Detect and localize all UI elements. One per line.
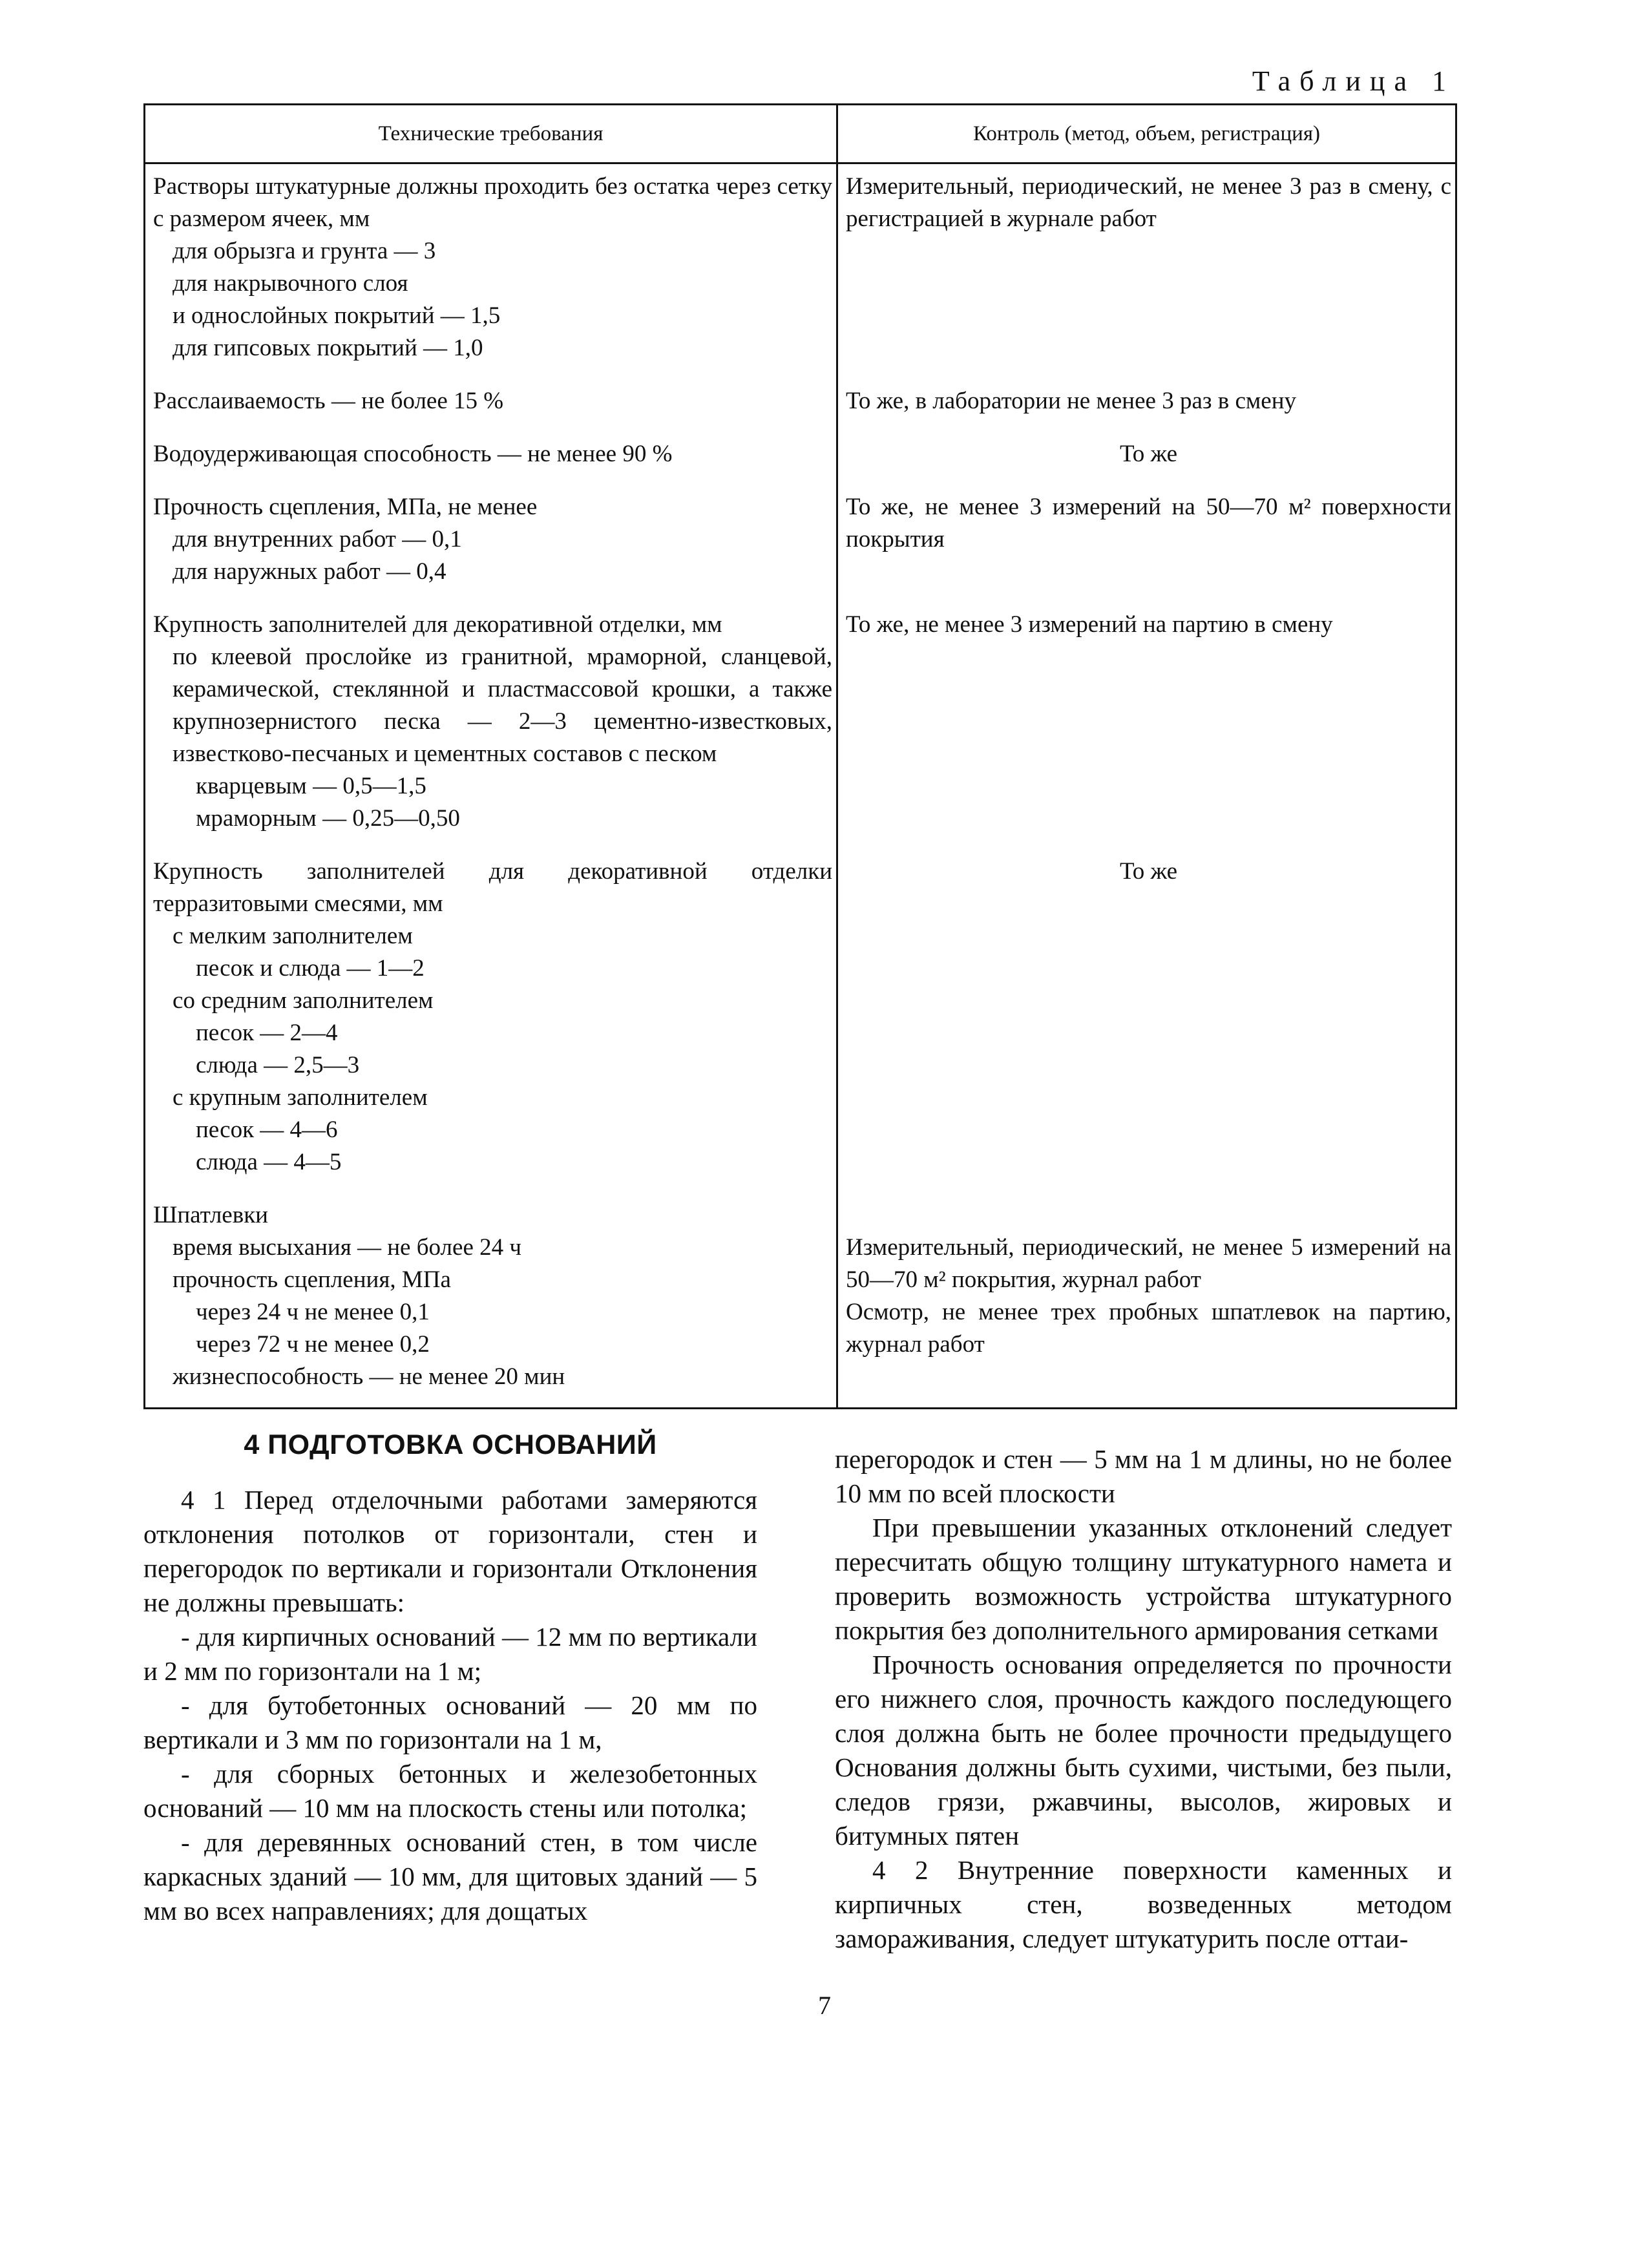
requirement-cell xyxy=(145,432,837,485)
right-text-column xyxy=(835,1442,1452,1956)
requirement-line: Прочность сцепления, МПа, не менее xyxy=(153,494,538,520)
paragraph: При превышении указанных отклонений следует пересчитать общую толщину штукатурного намета и проверить возможность устройства штукатурного покрытия без дополнительного армирования сетками xyxy=(835,1513,1452,1645)
requirement-line: песок — 4—6 xyxy=(196,1117,338,1143)
requirement-line: Растворы штукатурные должны проходить без остатка через сетку с размером ячеек, мм xyxy=(153,173,832,232)
table-row xyxy=(145,602,1456,849)
requirement-cell xyxy=(145,485,837,602)
requirement-line: Шпатлевки xyxy=(153,1202,268,1228)
requirement-cell xyxy=(145,1193,837,1409)
table-row xyxy=(145,432,1456,485)
control-cell xyxy=(837,379,1456,432)
control-line: То же, не менее 3 измерений на партию в смену xyxy=(846,611,1333,638)
requirement-line: по клеевой прослойке из гранитной, мраморной, сланцевой, керамической, стеклянной и пластмассовой крошки, а также крупнозернистого песка — 2—3 цементно-известковых, известково-песчаных и цементных составов с песком xyxy=(173,644,832,767)
paragraph: - для кирпичных оснований — 12 мм по вертикали и 2 мм по горизонтали на 1 м; xyxy=(143,1622,757,1686)
requirement-line: слюда — 2,5—3 xyxy=(196,1052,360,1078)
requirement-line: Расслаиваемость — не более 15 % xyxy=(153,388,504,414)
control-line: То же xyxy=(1119,858,1178,885)
requirement-line: мраморным — 0,25—0,50 xyxy=(196,805,460,832)
paragraph: 4 2 Внутренние поверхности каменных и кирпичных стен, возведенных методом замораживания, следует штукатурить после оттаи- xyxy=(835,1855,1452,1953)
paragraph: Прочность основания определяется по прочности его нижнего слоя, прочность каждого последующего слоя должна быть не более прочности предыдущего Основания должны быть сухими, чистыми, без пыли, следов грязи, ржавчины, высолов, жировых и битумных пятен xyxy=(835,1650,1452,1851)
requirement-line: кварцевым — 0,5—1,5 xyxy=(196,773,426,799)
right-paragraphs xyxy=(835,1442,1452,1956)
table-header-row xyxy=(145,105,1456,163)
requirement-line: с мелким заполнителем xyxy=(173,923,413,949)
requirement-cell xyxy=(145,163,837,379)
requirement-line: жизнеспособность — не менее 20 мин xyxy=(173,1363,565,1390)
paragraph: 4 1 Перед отделочными работами замеряются отклонения потолков от горизонтали, стен и перегородок по вертикали и горизонтали Отклонения не должны превышать: xyxy=(143,1485,757,1617)
column-header-requirements: Технические требования xyxy=(145,105,837,163)
table-row xyxy=(145,163,1456,379)
control-cell xyxy=(837,1193,1456,1409)
requirement-cell xyxy=(145,849,837,1193)
column-header-control: Контроль (метод, объем, регистрация) xyxy=(837,105,1456,163)
control-line: То же xyxy=(1119,441,1178,467)
control-cell xyxy=(837,163,1456,379)
table-row xyxy=(145,485,1456,602)
control-line: То же, в лаборатории не менее 3 раз в смену xyxy=(846,388,1297,414)
paragraph: перегородок и стен — 5 мм на 1 м длины, но не более 10 мм по всей плоскости xyxy=(835,1444,1452,1508)
table-body xyxy=(145,163,1456,1409)
left-paragraphs xyxy=(143,1483,757,1928)
requirement-line: для накрывочного слоя xyxy=(173,270,408,297)
requirement-cell xyxy=(145,602,837,849)
control-line: То же, не менее 3 измерений на 50—70 м² поверхности покрытия xyxy=(846,494,1451,552)
requirements-table xyxy=(143,103,1457,1409)
control-line: Измерительный, периодический, не менее 3 раз в смену, с регистрацией в журнале работ xyxy=(846,173,1451,232)
control-cell xyxy=(837,485,1456,602)
requirement-line: песок и слюда — 1—2 xyxy=(196,955,425,982)
control-line: Измерительный, периодический, не менее 5 измерений на 50—70 м² покрытия, журнал работ xyxy=(846,1234,1451,1293)
control-cell xyxy=(837,432,1456,485)
requirement-line: прочность сцепления, МПа xyxy=(173,1266,451,1293)
section-heading: 4 ПОДГОТОВКА ОСНОВАНИЙ xyxy=(244,1429,657,1460)
requirement-line: для обрызга и грунта — 3 xyxy=(173,238,436,264)
requirement-line: для внутренних работ — 0,1 xyxy=(173,526,462,552)
requirement-cell xyxy=(145,379,837,432)
requirement-line: и однослойных покрытий — 1,5 xyxy=(173,302,501,329)
requirement-line: с крупным заполнителем xyxy=(173,1084,428,1111)
paragraph: - для сборных бетонных и железобетонных оснований — 10 мм на плоскость стены или потолка; xyxy=(143,1759,757,1823)
requirement-line: для наружных работ — 0,4 xyxy=(173,558,446,585)
requirement-line: время высыхания — не более 24 ч xyxy=(173,1234,521,1261)
table-caption: Таблица 1 xyxy=(1252,65,1455,97)
requirement-line: для гипсовых покрытий — 1,0 xyxy=(173,335,483,361)
requirement-line: со средним заполнителем xyxy=(173,987,434,1014)
paragraph: - для бутобетонных оснований — 20 мм по вертикали и 3 мм по горизонтали на 1 м, xyxy=(143,1690,757,1754)
table-row xyxy=(145,379,1456,432)
requirement-line: Крупность заполнителей для декоративной отделки, мм xyxy=(153,611,722,638)
requirement-line: Крупность заполнителей для декоративной отделки терразитовыми смесями, мм xyxy=(153,858,832,917)
control-spacer xyxy=(846,1199,1451,1232)
paragraph: - для деревянных оснований стен, в том числе каркасных зданий — 10 мм, для щитовых зданий — 5 мм во всех направлениях; для дощатых xyxy=(143,1827,757,1926)
requirement-line: слюда — 4—5 xyxy=(196,1149,342,1175)
control-cell xyxy=(837,849,1456,1193)
requirement-line: через 24 ч не менее 0,1 xyxy=(196,1299,430,1325)
table-row xyxy=(145,849,1456,1193)
requirement-line: Водоудерживающая способность — не менее 90 % xyxy=(153,441,673,467)
requirement-line: песок — 2—4 xyxy=(196,1020,338,1046)
control-cell xyxy=(837,602,1456,849)
page-number: 7 xyxy=(818,1991,831,2020)
table-row xyxy=(145,1193,1456,1409)
control-line: Осмотр, не менее трех пробных шпатлевок на партию, журнал работ xyxy=(846,1299,1451,1358)
requirement-line: через 72 ч не менее 0,2 xyxy=(196,1331,430,1358)
left-text-column xyxy=(143,1428,757,1928)
